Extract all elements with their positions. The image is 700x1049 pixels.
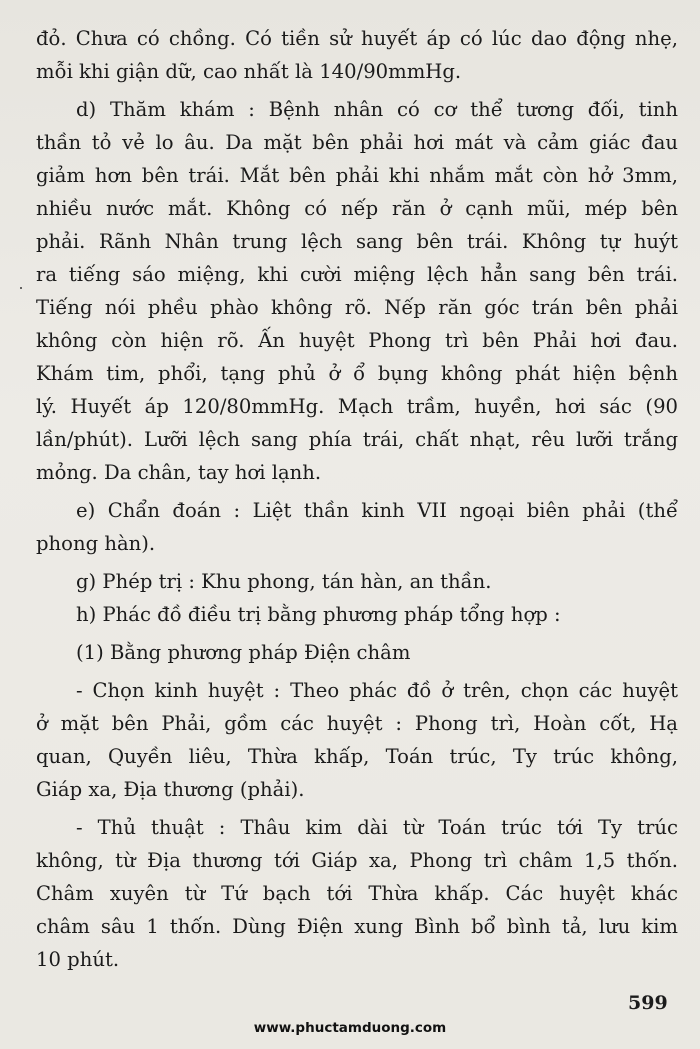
text-line-28: 10 phút.: [36, 948, 120, 971]
body-text: [36, 22, 678, 976]
section-g-treatment-principle: g) Phép trị : Khu phong, tán hàn, an thần.: [76, 570, 492, 593]
text-line-27: châm sâu 1 thốn. Dùng Điện xung Bình bổ bình tả, lưu kim: [36, 915, 678, 938]
text-line-13: lần/phút). Lưỡi lệch sang phía trái, chất nhạt, rêu lưỡi trắng: [36, 428, 678, 451]
text-line-7: phải. Rãnh Nhân trung lệch sang bên trái. Không tự huýt: [36, 230, 678, 253]
text-line-11: Khám tim, phổi, tạng phủ ở ổ bụng không phát hiện bệnh: [36, 362, 678, 385]
text-line-1: đỏ. Chưa có chồng. Có tiền sử huyết áp có lúc dao động nhẹ,: [36, 27, 678, 50]
item-choose-points: - Chọn kinh huyệt : Theo phác đồ ở trên, chọn các huyệt: [76, 679, 678, 702]
section-d-exam: d) Thăm khám : Bệnh nhân có cơ thể tương đối, tinh: [76, 98, 678, 121]
text-line-10: không còn hiện rõ. Ấn huyệt Phong trì bên Phải hơi đau.: [36, 329, 678, 352]
text-line-5: giảm hơn bên trái. Mắt bên phải khi nhắm mắt còn hở 3mm,: [36, 164, 678, 187]
section-e-diagnosis: e) Chẩn đoán : Liệt thần kinh VII ngoại biên phải (thể: [76, 499, 678, 522]
text-line-2: mỗi khi giận dữ, cao nhất là 140/90mmHg.: [36, 60, 462, 83]
text-line-25: không, từ Địa thương tới Giáp xa, Phong trì châm 1,5 thốn.: [36, 849, 678, 872]
text-line-21: ở mặt bên Phải, gồm các huyệt : Phong trì, Hoàn cốt, Hạ: [36, 712, 678, 735]
text-line-9: Tiếng nói phều phào không rõ. Nếp răn góc trán bên phải: [36, 296, 678, 319]
item-technique: - Thủ thuật : Thâu kim dài từ Toán trúc tới Ty trúc: [76, 816, 678, 839]
subsection-electro-acupuncture: (1) Bằng phương pháp Điện châm: [76, 641, 411, 664]
text-line-26: Châm xuyên từ Tứ bạch tới Thừa khấp. Các huyệt khác: [36, 882, 678, 905]
text-line-4: thần tỏ vẻ lo âu. Da mặt bên phải hơi mát và cảm giác đau: [36, 131, 678, 154]
text-line-22: quan, Quyền liêu, Thừa khấp, Toán trúc, Ty trúc không,: [36, 745, 678, 768]
text-line-8: ra tiếng sáo miệng, khi cười miệng lệch hẳn sang bên trái.: [36, 263, 678, 286]
section-h-treatment-plan: h) Phác đồ điều trị bằng phương pháp tổng hợp :: [76, 603, 561, 626]
text-line-16: phong hàn).: [36, 532, 156, 555]
text-line-14: mỏng. Da chân, tay hơi lạnh.: [36, 461, 322, 484]
print-speck: [20, 287, 22, 289]
page-number: 599: [628, 992, 668, 1014]
text-line-12: lý. Huyết áp 120/80mmHg. Mạch trầm, huyền, hơi sác (90: [36, 395, 678, 418]
text-line-6: nhiều nước mắt. Không có nếp răn ở cạnh mũi, mép bên: [36, 197, 678, 220]
text-line-23: Giáp xa, Địa thương (phải).: [36, 778, 305, 801]
website-footer: www.phuctamduong.com: [253, 1020, 447, 1036]
